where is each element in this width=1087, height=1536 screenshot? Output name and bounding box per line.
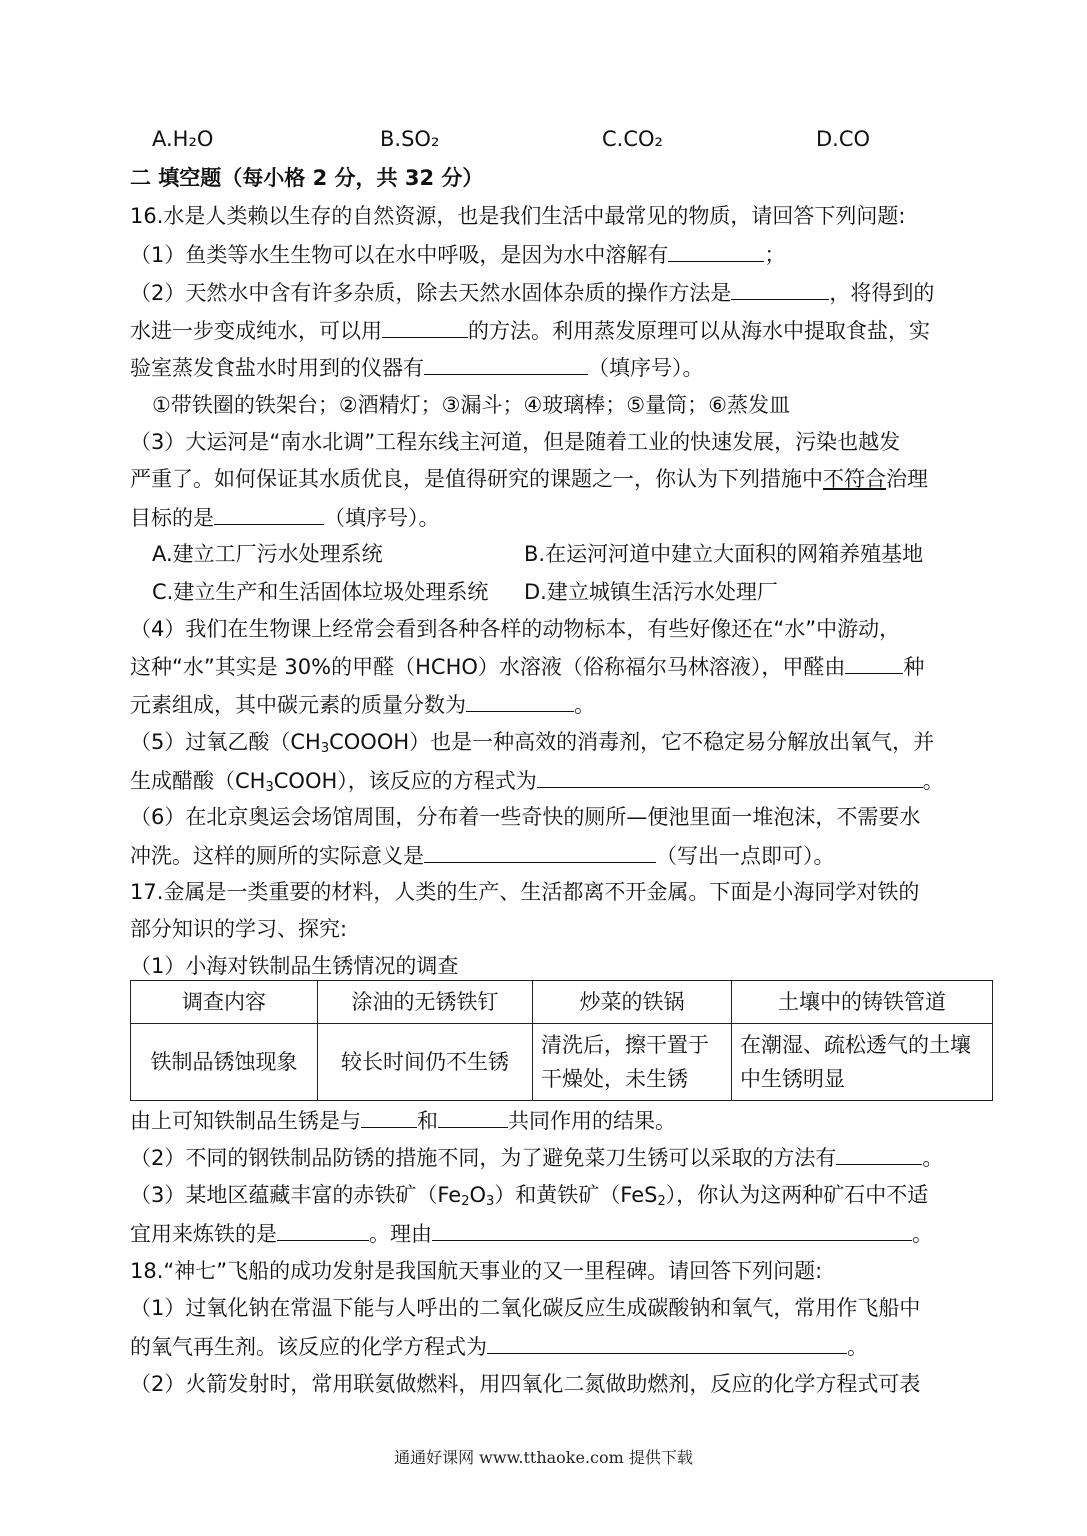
answer-blank[interactable]: [432, 1218, 912, 1241]
text: （填序号）。: [588, 356, 704, 380]
answer-blank[interactable]: [845, 651, 903, 674]
answer-blank[interactable]: [466, 689, 574, 712]
text: （1）鱼类等水生生物可以在水中呼吸，是因为水中溶解有: [130, 243, 669, 267]
answer-blank[interactable]: [731, 277, 829, 300]
subscript: 3: [320, 741, 330, 756]
q16-part2-line3: [130, 352, 704, 383]
q16-part3-line2: [130, 464, 928, 494]
text: 。: [922, 769, 944, 793]
option-b: B.SO₂: [380, 127, 440, 151]
subscript: 3: [265, 780, 274, 795]
q16-part2-line1: [130, 277, 934, 308]
text: （3）某地区蕴藏丰富的赤铁矿（Fe: [130, 1183, 462, 1207]
text: O: [469, 1183, 487, 1207]
q16-part4-line1: （4）我们在生物课上经常会看到各种各样的动物标本，有些好像还在“水”中游动，: [130, 617, 901, 641]
text: COOOH）也是一种高效的消毒剂，它不稳定易分解放出氧气，并: [329, 730, 935, 754]
option-a: A.H₂O: [152, 127, 214, 151]
table-header: 土壤中的铸铁管道: [732, 981, 993, 1024]
text: 由上可知铁制品生锈是与: [130, 1109, 361, 1133]
q17-stem-line2: 部分知识的学习、探究:: [130, 917, 348, 941]
text: ；: [764, 243, 786, 267]
answer-blank[interactable]: [668, 239, 764, 262]
q18-part1-line1: （1）过氧化钠在常温下能与人呼出的二氧化碳反应生成碳酸钠和氧气，常用作飞船中: [130, 1296, 921, 1320]
text: 。: [912, 1222, 933, 1246]
q17-part3-line2: [130, 1218, 933, 1249]
table-cell: 铁制品锈蚀现象: [131, 1024, 318, 1101]
q17-conclusion: [130, 1105, 676, 1136]
q16-part4-line3: [130, 689, 595, 720]
answer-blank[interactable]: [424, 352, 588, 375]
text: 种: [903, 655, 925, 679]
table-header: 炒菜的铁锅: [533, 981, 732, 1024]
q16-part6-line1: （6）在北京奥运会场馆周围，分布着一些奇快的厕所—便池里面一堆泡沫，不需要水: [130, 805, 921, 829]
q16-part4-line2: [130, 651, 924, 682]
q18-stem: 18.“神七”飞船的成功发射是我国航天事业的又一里程碑。请回答下列问题:: [130, 1259, 823, 1283]
option-d: D.CO: [816, 127, 871, 151]
answer-blank[interactable]: [424, 840, 656, 863]
q16-instrument-list: ①带铁圈的铁架台；②酒精灯；③漏斗；④玻璃棒；⑤量筒；⑥蒸发皿: [152, 393, 790, 417]
q17-stem-line1: 17.金属是一类重要的材料，人类的生产、生活都离不开金属。下面是小海同学对铁的: [130, 880, 920, 904]
emphasis-text: 不符合: [823, 467, 886, 491]
text: 治理: [886, 467, 928, 491]
text: 。: [847, 1335, 868, 1359]
section-title: 二 填空题（每小格 2 分，共 32 分）: [130, 166, 484, 190]
footer-credit: 通通好课网 www.tthaoke.com 提供下载: [394, 1448, 693, 1467]
text: 的方法。利用蒸发原理可以从海水中提取食盐，实: [468, 319, 930, 343]
text: 目标的是: [130, 506, 214, 530]
q18-part2-line1: （2）火箭发射时，常用联氨做燃料，用四氧化二氮做助燃剂，反应的化学方程式可表: [130, 1372, 921, 1396]
q17-part2: [130, 1142, 943, 1173]
q16-part2-line2: [130, 315, 930, 346]
q16-part5-line2: [130, 765, 944, 803]
text: COOH），该反应的方程式为: [273, 769, 537, 793]
table-cell: 较长时间仍不生锈: [318, 1024, 533, 1101]
text: （5）过氧乙酸（CH: [130, 730, 321, 754]
table-header: 调查内容: [131, 981, 318, 1024]
text: 的氧气再生剂。该反应的化学方程式为: [130, 1335, 487, 1359]
text: ）和黄铁矿（FeS: [494, 1183, 658, 1207]
table-header: 涂油的无锈铁钉: [318, 981, 533, 1024]
answer-blank[interactable]: [537, 765, 923, 788]
text: 冲洗。这样的厕所的实际意义是: [130, 844, 424, 868]
text: 共同作用的结果。: [508, 1109, 676, 1133]
answer-blank[interactable]: [382, 315, 468, 338]
survey-table: [130, 980, 993, 1101]
text: 验室蒸发食盐水时用到的仪器有: [130, 356, 424, 380]
table-header-row: [131, 981, 993, 1024]
table-cell: 清洗后，擦干置于干燥处，未生锈: [533, 1024, 732, 1101]
text: （填序号）。: [324, 506, 440, 530]
text: 水进一步变成纯水，可以用: [130, 319, 382, 343]
q17-part1: （1）小海对铁制品生锈情况的调查: [130, 954, 459, 978]
text: 这种“水”其实是 30%的甲醛（HCHO）水溶液（俗称福尔马林溶液），甲醛由: [130, 655, 846, 679]
answer-blank[interactable]: [438, 1105, 508, 1128]
subscript: 2: [461, 1194, 470, 1209]
text: 严重了。如何保证其水质优良，是值得研究的课题之一，你认为下列措施中: [130, 467, 823, 491]
q16-part1: [130, 239, 785, 270]
q16-option-a: A.建立工厂污水处理系统: [152, 542, 383, 566]
answer-blank[interactable]: [277, 1218, 369, 1241]
table-cell: 在潮湿、疏松透气的土壤中生锈明显: [732, 1024, 993, 1101]
q16-stem: 16.水是人类赖以生存的自然资源，也是我们生活中最常见的物质，请回答下列问题:: [130, 204, 906, 228]
answer-blank[interactable]: [214, 502, 324, 525]
q16-part3-line3: [130, 502, 440, 533]
answer-blank[interactable]: [361, 1105, 417, 1128]
q16-part6-line2: [130, 840, 835, 871]
subscript: 2: [657, 1194, 666, 1209]
text: （写出一点即可）。: [656, 844, 835, 868]
text: 。: [574, 693, 595, 717]
option-c: C.CO₂: [602, 127, 663, 151]
text: 和: [417, 1109, 438, 1133]
q16-option-d: D.建立城镇生活污水处理厂: [524, 580, 778, 604]
q16-option-b: B.在运河河道中建立大面积的网箱养殖基地: [524, 542, 924, 566]
q18-part1-line2: [130, 1331, 868, 1362]
text: （2）不同的钢铁制品防锈的措施不同，为了避免菜刀生锈可以采取的方法有: [130, 1146, 837, 1170]
text: 宜用来炼铁的是: [130, 1222, 277, 1246]
q17-part3-line1: [130, 1180, 928, 1217]
text: ），你认为这两种矿石中不适: [665, 1183, 929, 1207]
q16-option-c: C.建立生产和生活固体垃圾处理系统: [152, 580, 489, 604]
q16-part5-line1: [130, 727, 934, 764]
q16-part3-line1: （3）大运河是“南水北调”工程东线主河道，但是随着工业的快速发展，污染也越发: [130, 430, 901, 454]
subscript: 3: [486, 1194, 495, 1209]
table-row: [131, 1024, 993, 1101]
text: 元素组成，其中碳元素的质量分数为: [130, 693, 466, 717]
text: 。理由: [369, 1222, 432, 1246]
answer-blank[interactable]: [487, 1331, 847, 1354]
text: ，将得到的: [829, 281, 935, 305]
text: （2）天然水中含有许多杂质，除去天然水固体杂质的操作方法是: [130, 281, 732, 305]
answer-blank[interactable]: [836, 1142, 922, 1165]
text: 。: [922, 1146, 944, 1170]
text: 生成醋酸（CH: [130, 769, 266, 793]
